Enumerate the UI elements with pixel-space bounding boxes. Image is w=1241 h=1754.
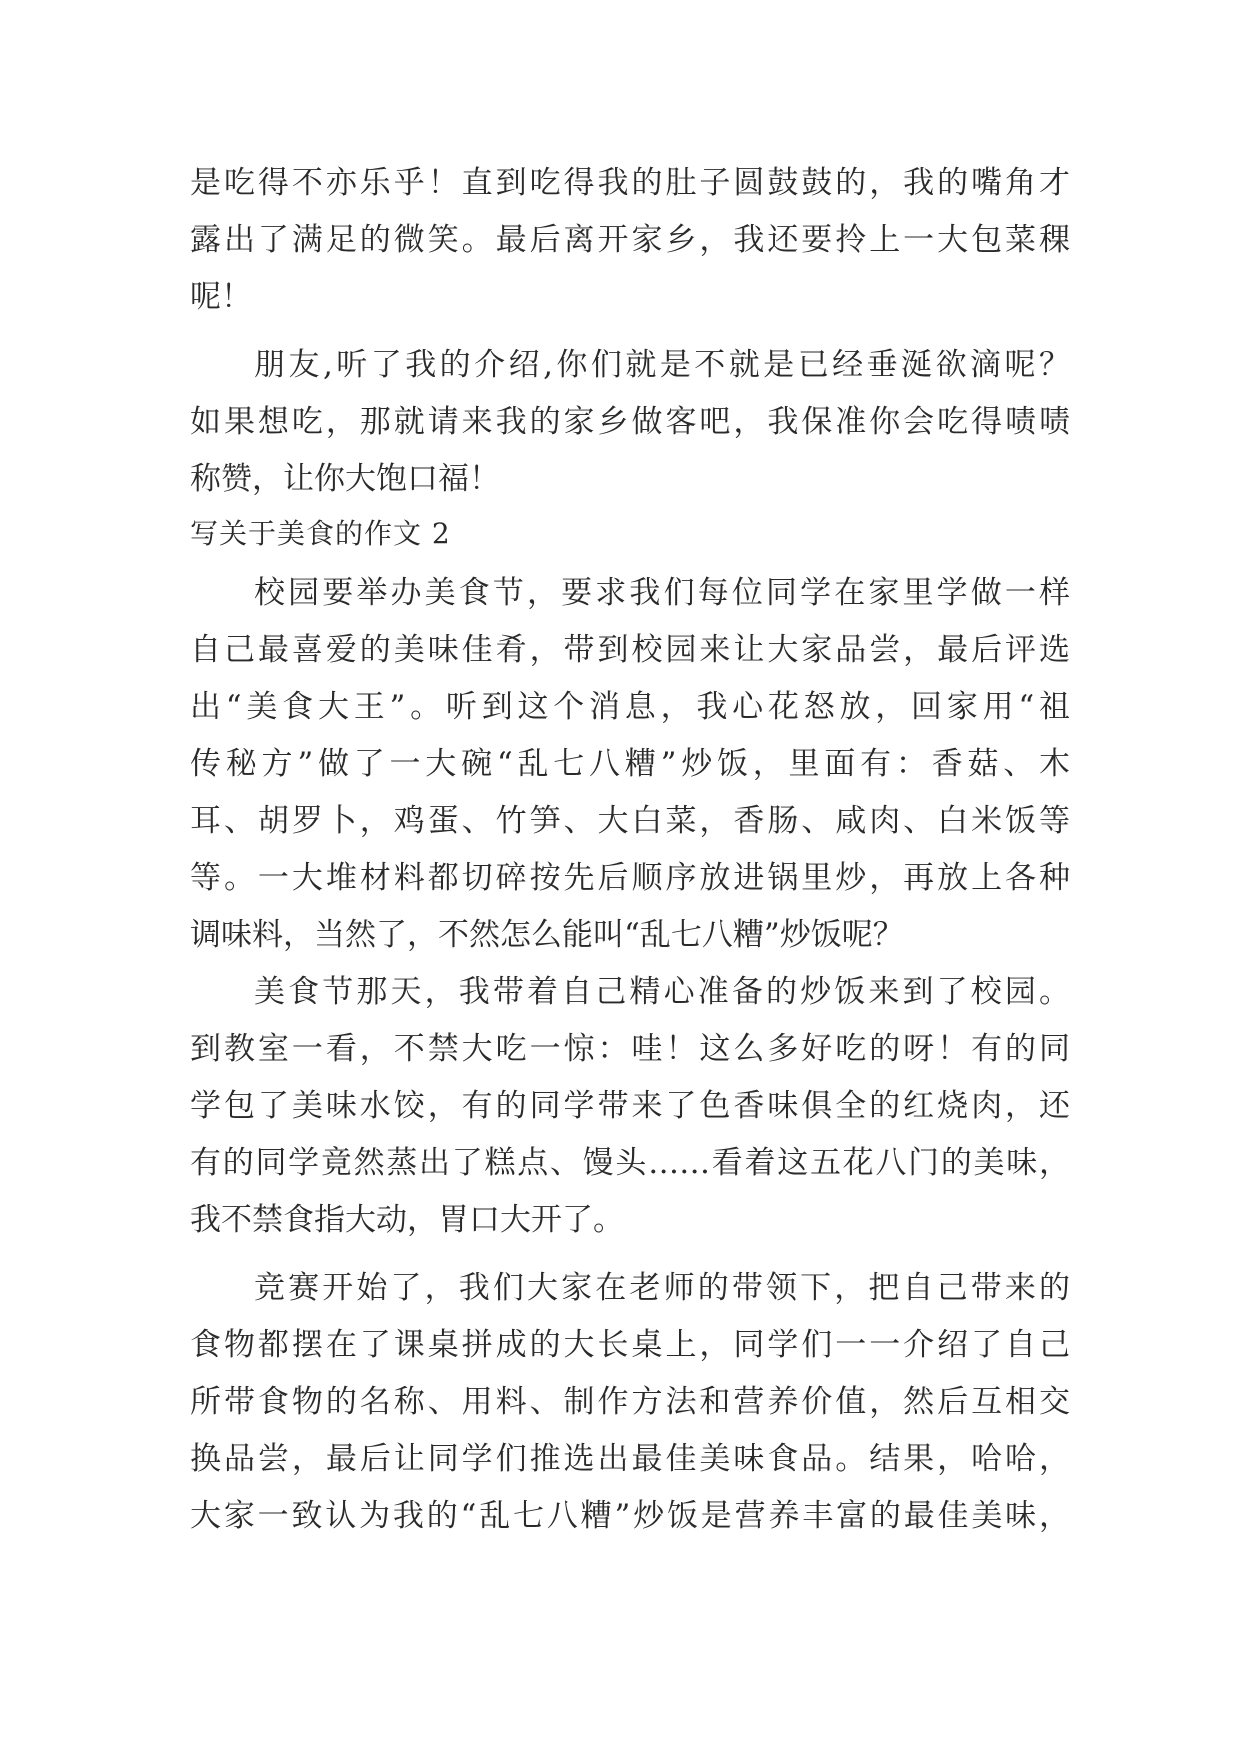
paragraph-line: 是吃得不亦乐乎！直到吃得我的肚子圆鼓鼓的，我的嘴角才 <box>190 165 1070 201</box>
paragraph-line: 出“美食大王”。听到这个消息，我心花怒放，回家用“祖 <box>190 689 1070 725</box>
paragraph-line: 我不禁食指大动，胃口大开了。 <box>190 1202 624 1238</box>
paragraph-line: 呢！ <box>190 279 252 315</box>
paragraph-line: 大家一致认为我的“乱七八糟”炒饭是营养丰富的最佳美味， <box>190 1498 1070 1534</box>
paragraph-line: 换品尝，最后让同学们推选出最佳美味食品。结果，哈哈， <box>190 1441 1070 1477</box>
paragraph-line: 美食节那天，我带着自己精心准备的炒饭来到了校园。 <box>254 974 1070 1010</box>
paragraph-line: 耳、胡罗卜，鸡蛋、竹笋、大白菜，香肠、咸肉、白米饭等 <box>190 803 1070 839</box>
paragraph-line: 称赞，让你大饱口福！ <box>190 461 500 497</box>
paragraph-line: 如果想吃，那就请来我的家乡做客吧，我保准你会吃得啧啧 <box>190 404 1070 440</box>
paragraph-line: 学包了美味水饺，有的同学带来了色香味俱全的红烧肉，还 <box>190 1088 1070 1124</box>
paragraph-line: 所带食物的名称、用料、制作方法和营养价值，然后互相交 <box>190 1384 1070 1420</box>
paragraph-line: 校园要举办美食节，要求我们每位同学在家里学做一样 <box>254 575 1070 611</box>
paragraph-line: 露出了满足的微笑。最后离开家乡，我还要拎上一大包菜稞 <box>190 222 1070 258</box>
paragraph-line: 朋友,听了我的介绍,你们就是不就是已经垂涎欲滴呢？ <box>254 347 1070 383</box>
paragraph-line: 调味料，当然了，不然怎么能叫“乱七八糟”炒饭呢？ <box>190 917 904 953</box>
paragraph-line: 等。一大堆材料都切碎按先后顺序放进锅里炒，再放上各种 <box>190 860 1070 896</box>
paragraph-line: 有的同学竟然蒸出了糕点、馒头……看着这五花八门的美味， <box>190 1145 1070 1181</box>
paragraph-line: 到教室一看，不禁大吃一惊：哇！这么多好吃的呀！有的同 <box>190 1031 1070 1067</box>
section-heading: 写关于美食的作文 2 <box>190 517 451 550</box>
paragraph-line: 食物都摆在了课桌拼成的大长桌上，同学们一一介绍了自己 <box>190 1327 1070 1363</box>
paragraph-line: 自己最喜爱的美味佳肴，带到校园来让大家品尝，最后评选 <box>190 632 1070 668</box>
paragraph-line: 竞赛开始了，我们大家在老师的带领下，把自己带来的 <box>254 1270 1070 1306</box>
paragraph-line: 传秘方”做了一大碗“乱七八糟”炒饭，里面有：香菇、木 <box>190 746 1070 782</box>
